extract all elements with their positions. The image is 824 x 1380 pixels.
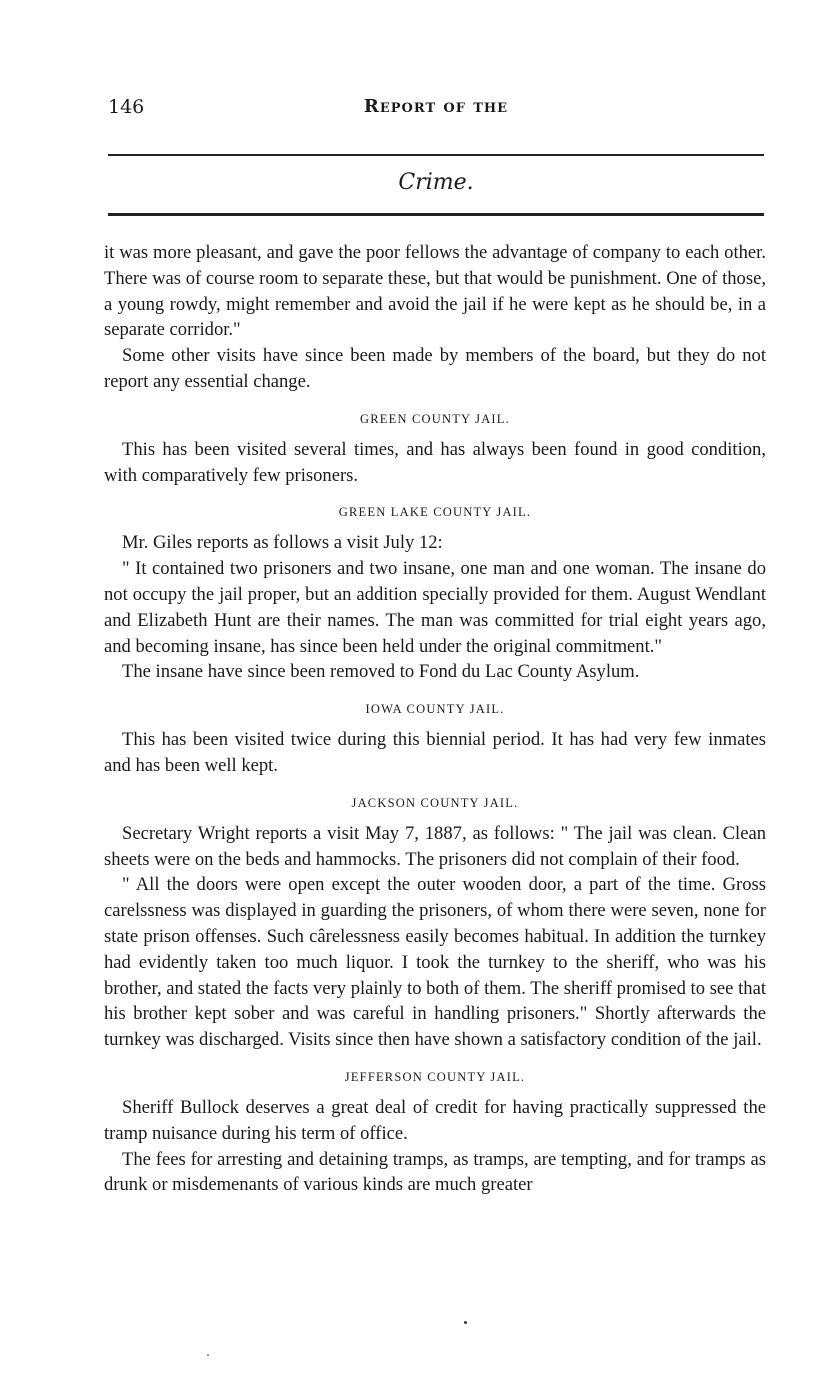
paragraph: This has been visited twice during this biennial period. It has had very few inmates and has been well kept. [104,729,766,776]
paragraph-continued: it was more pleasant, and gave the poor fellows the advantage of company to each other. There was of course room to separate these, but that would be punishment. One of those, a young rowdy, might remember and avoid the jail if he were kept as he should be, in a separate corridor." [104,242,766,341]
heading-green-lake-county-jail: GREEN LAKE COUNTY JAIL. [338,505,532,520]
paragraph: " All the doors were open except the outer wooden door, a part of the time. Gross carelssness was displayed in guarding the prisoners, of whom there were seven, none for state prison offenses. Such cârelessness easily becomes habitual. In addition the turnkey had evidently taken too much liquor. I took the turnkey to the sheriff, who was his brother, and stated the facts very plainly to both of them. The sheriff promised to see that his brother kept sober and was careful in handling prisoners." Shortly afterwards the turnkey was discharged. Visits since then have shown a satisfactory condition of the jail. [104,874,766,1051]
running-head: Report of the [363,96,509,117]
paragraph: Secretary Wright reports a visit May 7, 1887, as follows: " The jail was clean. Clean sheets were on the beds and hammocks. The prisoners did not complain of their food. [104,822,766,870]
paragraph: Some other visits have since been made by members of the board, but they do not report any essential change. [104,345,766,392]
paragraph: Mr. Giles reports as follows a visit July 12: [122,532,443,554]
paragraph: " It contained two prisoners and two insane, one man and one woman. The insane do not occupy the jail proper, but an addition specially provided for them. August Wendlant and Elizabeth Hunt are their names. The man was committed for trial eight years ago, and becoming insane, has since been held under the original commitment." [104,558,766,657]
paragraph: This has been visited several times, and has always been found in good condition, with comparatively few prisoners. [104,438,766,486]
paragraph: The fees for arresting and detaining tramps, as tramps, are tempting, and for tramps as drunk or misdemenants of various kinds are much greater [104,1148,766,1196]
header-rule-bottom [108,213,764,216]
body-text [104,240,766,1198]
page-header [108,94,764,124]
paragraph: Sheriff Bullock deserves a great deal of credit for having practically suppressed the tramp nuisance during his term of office. [104,1096,766,1144]
header-rule-top [108,154,764,156]
print-speck [207,1354,209,1356]
print-speck [464,1321,467,1324]
heading-jefferson-county-jail: JEFFERSON COUNTY JAIL. [344,1069,526,1084]
heading-iowa-county-jail: IOWA COUNTY JAIL. [365,702,505,717]
page-number: 146 [108,96,145,118]
heading-jackson-county-jail: JACKSON COUNTY JAIL. [351,795,519,810]
section-title: Crime. [398,170,474,195]
heading-green-county-jail: GREEN COUNTY JAIL. [360,411,510,426]
paragraph: The insane have since been removed to Fond du Lac County Asylum. [122,661,640,683]
